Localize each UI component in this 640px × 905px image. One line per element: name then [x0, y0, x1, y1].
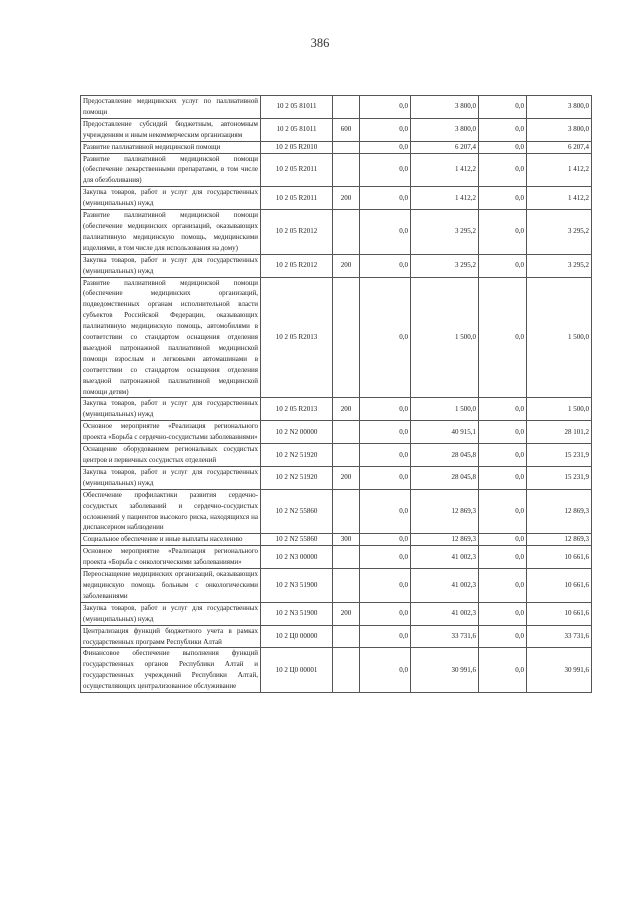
row-target-code: 10 2 N2 51920 [261, 444, 333, 467]
row-value-1: 0,0 [360, 569, 411, 603]
row-value-2: 41 002,3 [411, 546, 479, 569]
table-row [81, 210, 592, 255]
row-expense-type [333, 277, 360, 398]
row-description: Закупка товаров, работ и услуг для государственных (муниципальных) нужд [81, 602, 261, 625]
row-description: Переоснащение медицинских организаций, оказывающих медицинскую помощь больным с онкологическими заболеваниями [81, 569, 261, 603]
table-row [81, 602, 592, 625]
row-value-3: 0,0 [479, 277, 527, 398]
row-value-1: 0,0 [360, 489, 411, 534]
table-row [81, 118, 592, 141]
table-row [81, 96, 592, 119]
table-row [81, 534, 592, 546]
row-description: Основное мероприятие «Реализация регионального проекта «Борьба с сердечно-сосудистыми заболеваниями» [81, 421, 261, 444]
row-expense-type [333, 648, 360, 693]
row-target-code: 10 2 05 81011 [261, 96, 333, 119]
row-value-2: 12 869,3 [411, 534, 479, 546]
row-description: Финансовое обеспечение выполнения функций государственных органов Республики Алтай и государственных учреждений Республики Алтай, осуществляющих централизованное обслуживание [81, 648, 261, 693]
row-value-1: 0,0 [360, 602, 411, 625]
row-value-4: 15 231,9 [527, 466, 592, 489]
row-expense-type [333, 96, 360, 119]
row-value-4: 12 869,3 [527, 534, 592, 546]
row-target-code: 10 2 05 R2012 [261, 210, 333, 255]
row-value-3: 0,0 [479, 546, 527, 569]
table-row [81, 444, 592, 467]
row-value-4: 10 661,6 [527, 569, 592, 603]
row-value-4: 3 800,0 [527, 96, 592, 119]
table-row [81, 489, 592, 534]
table-row [81, 569, 592, 603]
row-expense-type: 200 [333, 602, 360, 625]
row-target-code: 10 2 N2 55860 [261, 534, 333, 546]
row-description: Развитие паллиативной медицинской помощи [81, 141, 261, 153]
row-value-1: 0,0 [360, 466, 411, 489]
row-value-3: 0,0 [479, 444, 527, 467]
row-value-3: 0,0 [479, 534, 527, 546]
table-row [81, 546, 592, 569]
table-row [81, 254, 592, 277]
row-value-4: 30 991,6 [527, 648, 592, 693]
page-number: 386 [310, 36, 330, 50]
row-expense-type: 200 [333, 254, 360, 277]
row-description: Обеспечение профилактики развития сердечно-сосудистых заболеваний и сердечно-сосудистых осложнений у пациентов высокого риска, находящихся на диспансерном наблюдении [81, 489, 261, 534]
row-description: Закупка товаров, работ и услуг для государственных (муниципальных) нужд [81, 398, 261, 421]
row-value-1: 0,0 [360, 546, 411, 569]
row-value-1: 0,0 [360, 96, 411, 119]
row-target-code: 10 2 N2 51920 [261, 466, 333, 489]
row-expense-type [333, 569, 360, 603]
row-value-1: 0,0 [360, 118, 411, 141]
row-value-2: 41 002,3 [411, 569, 479, 603]
row-expense-type: 300 [333, 534, 360, 546]
row-value-1: 0,0 [360, 187, 411, 210]
row-expense-type [333, 546, 360, 569]
row-target-code: 10 2 Ц0 00001 [261, 648, 333, 693]
row-value-2: 30 991,6 [411, 648, 479, 693]
row-value-4: 28 101,2 [527, 421, 592, 444]
table-row [81, 153, 592, 187]
row-value-4: 15 231,9 [527, 444, 592, 467]
row-value-2: 3 800,0 [411, 118, 479, 141]
row-value-3: 0,0 [479, 625, 527, 648]
row-description: Предоставление субсидий бюджетным, автономным учреждениям и иным некоммерческим организациям [81, 118, 261, 141]
table-row [81, 141, 592, 153]
row-value-1: 0,0 [360, 254, 411, 277]
row-description: Развитие паллиативной медицинской помощи (обеспечение медицинских организаций, подведомственных органам исполнительной власти субъектов Российской Федерации, оказывающих паллиативную медицинскую помощь, автомобилями в соответствии со стандартом оснащения отделения выездной патронажной паллиативной медицинской помощи взрослым и легковыми автомашинами в соответствии со стандартом оснащения отделения выездной патронажной паллиативной медицинской помощи детям) [81, 277, 261, 398]
row-value-3: 0,0 [479, 648, 527, 693]
table-row [81, 466, 592, 489]
table-row [81, 625, 592, 648]
row-value-1: 0,0 [360, 421, 411, 444]
row-value-2: 3 295,2 [411, 210, 479, 255]
row-value-1: 0,0 [360, 398, 411, 421]
row-target-code: 10 2 05 R2013 [261, 398, 333, 421]
row-description: Развитие паллиативной медицинской помощи (обеспечение лекарственными препаратами, в том числе для обезболивания) [81, 153, 261, 187]
row-value-3: 0,0 [479, 602, 527, 625]
row-expense-type [333, 489, 360, 534]
row-value-1: 0,0 [360, 625, 411, 648]
budget-table [80, 95, 592, 693]
row-value-2: 40 915,1 [411, 421, 479, 444]
table-row [81, 648, 592, 693]
row-description: Закупка товаров, работ и услуг для государственных (муниципальных) нужд [81, 254, 261, 277]
row-value-1: 0,0 [360, 141, 411, 153]
row-value-4: 1 412,2 [527, 187, 592, 210]
row-expense-type [333, 444, 360, 467]
row-value-4: 1 412,2 [527, 153, 592, 187]
row-value-4: 3 295,2 [527, 210, 592, 255]
row-value-2: 33 731,6 [411, 625, 479, 648]
row-value-1: 0,0 [360, 153, 411, 187]
row-value-3: 0,0 [479, 118, 527, 141]
row-value-3: 0,0 [479, 421, 527, 444]
row-target-code: 10 2 N3 00000 [261, 546, 333, 569]
row-value-3: 0,0 [479, 153, 527, 187]
row-value-3: 0,0 [479, 141, 527, 153]
row-value-2: 1 500,0 [411, 277, 479, 398]
row-target-code: 10 2 N2 55860 [261, 489, 333, 534]
row-target-code: 10 2 05 R2012 [261, 254, 333, 277]
row-description: Закупка товаров, работ и услуг для государственных (муниципальных) нужд [81, 466, 261, 489]
row-value-1: 0,0 [360, 444, 411, 467]
row-value-4: 33 731,6 [527, 625, 592, 648]
row-value-1: 0,0 [360, 277, 411, 398]
row-value-3: 0,0 [479, 187, 527, 210]
row-value-3: 0,0 [479, 398, 527, 421]
row-value-2: 3 295,2 [411, 254, 479, 277]
row-target-code: 10 2 05 R2011 [261, 153, 333, 187]
row-value-4: 10 661,6 [527, 546, 592, 569]
row-target-code: 10 2 05 R2010 [261, 141, 333, 153]
row-target-code: 10 2 N3 51900 [261, 569, 333, 603]
row-value-3: 0,0 [479, 210, 527, 255]
row-value-2: 12 869,3 [411, 489, 479, 534]
row-value-3: 0,0 [479, 466, 527, 489]
row-target-code: 10 2 05 R2011 [261, 187, 333, 210]
row-value-3: 0,0 [479, 254, 527, 277]
row-value-2: 6 207,4 [411, 141, 479, 153]
row-expense-type [333, 210, 360, 255]
row-target-code: 10 2 N3 51900 [261, 602, 333, 625]
table-row [81, 187, 592, 210]
row-target-code: 10 2 05 R2013 [261, 277, 333, 398]
row-description: Развитие паллиативной медицинской помощи (обеспечение медицинских организаций, оказывающих паллиативную медицинскую помощь, медицинскими изделиями, в том числе для использования на дому) [81, 210, 261, 255]
row-value-2: 1 500,0 [411, 398, 479, 421]
row-value-3: 0,0 [479, 569, 527, 603]
row-description: Оснащение оборудованием региональных сосудистых центров и первичных сосудистых отделений [81, 444, 261, 467]
row-value-1: 0,0 [360, 648, 411, 693]
row-target-code: 10 2 05 81011 [261, 118, 333, 141]
row-description: Основное мероприятие «Реализация регионального проекта «Борьба с онкологическими заболеваниями» [81, 546, 261, 569]
row-value-4: 10 661,6 [527, 602, 592, 625]
row-expense-type [333, 421, 360, 444]
row-value-4: 6 207,4 [527, 141, 592, 153]
row-value-1: 0,0 [360, 210, 411, 255]
table-row [81, 421, 592, 444]
row-description: Закупка товаров, работ и услуг для государственных (муниципальных) нужд [81, 187, 261, 210]
row-value-2: 1 412,2 [411, 187, 479, 210]
row-value-3: 0,0 [479, 489, 527, 534]
row-expense-type: 200 [333, 398, 360, 421]
row-expense-type: 200 [333, 466, 360, 489]
row-value-4: 12 869,3 [527, 489, 592, 534]
row-value-4: 1 500,0 [527, 398, 592, 421]
row-value-1: 0,0 [360, 534, 411, 546]
row-value-2: 1 412,2 [411, 153, 479, 187]
row-expense-type: 200 [333, 187, 360, 210]
row-target-code: 10 2 N2 00000 [261, 421, 333, 444]
row-expense-type [333, 153, 360, 187]
row-value-3: 0,0 [479, 96, 527, 119]
row-expense-type: 600 [333, 118, 360, 141]
row-description: Предоставление медицинских услуг по паллиативной помощи [81, 96, 261, 119]
table-row [81, 398, 592, 421]
row-value-4: 3 800,0 [527, 118, 592, 141]
row-target-code: 10 2 Ц0 00000 [261, 625, 333, 648]
table-row [81, 277, 592, 398]
row-expense-type [333, 625, 360, 648]
row-expense-type [333, 141, 360, 153]
row-description: Централизация функций бюджетного учета в рамках государственных программ Республики Алтай [81, 625, 261, 648]
row-description: Социальное обеспечение и иные выплаты населению [81, 534, 261, 546]
row-value-2: 28 045,8 [411, 444, 479, 467]
row-value-2: 41 002,3 [411, 602, 479, 625]
row-value-4: 3 295,2 [527, 254, 592, 277]
row-value-2: 28 045,8 [411, 466, 479, 489]
budget-table-body [81, 96, 592, 693]
row-value-2: 3 800,0 [411, 96, 479, 119]
row-value-4: 1 500,0 [527, 277, 592, 398]
